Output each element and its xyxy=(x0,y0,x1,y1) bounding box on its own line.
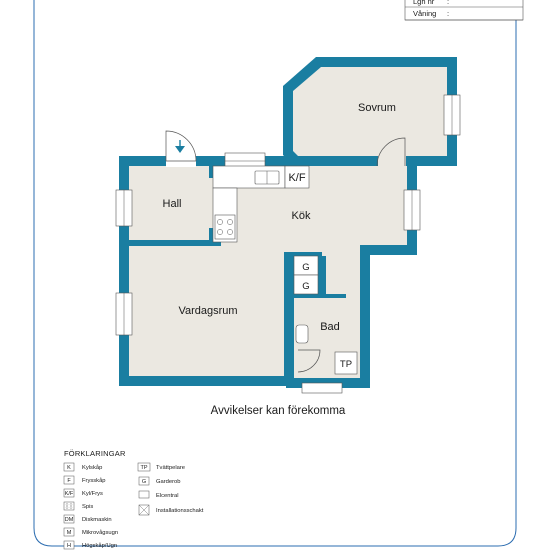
legend-text-diskmaskin: Diskmaskin xyxy=(82,517,112,523)
info-table xyxy=(405,0,523,20)
legend-text-kylfrys: Kyl/Frys xyxy=(82,491,103,497)
legend-text-elcentral: Elcentral xyxy=(156,493,179,499)
legend-code-dm: DM xyxy=(64,517,74,523)
room-label-hall: Hall xyxy=(162,198,182,210)
bath-corridor-floor xyxy=(322,244,360,260)
legend-text-installationsschakt: Installationsschakt xyxy=(156,508,204,514)
legend-text-tvattpelare: Tvättpelare xyxy=(156,465,185,471)
legend-code-k: K xyxy=(67,465,71,471)
legend-text-garderob: Garderob xyxy=(156,479,181,485)
room-label-bad: Bad xyxy=(320,321,340,333)
room-label-vardagsrum: Vardagsrum xyxy=(178,305,238,317)
room-label-sovrum: Sovrum xyxy=(358,102,396,114)
legend-text-hogskap: Högskåp/Ugn xyxy=(82,543,118,549)
fridge-freezer-label: K/F xyxy=(288,172,306,184)
legend-electric-panel-icon xyxy=(139,491,149,498)
floor-plan xyxy=(116,57,460,393)
info-label-lgh: Lgh nr xyxy=(413,0,435,6)
info-sep-vaning: : xyxy=(447,9,450,18)
bathroom-divider-wall xyxy=(294,294,346,298)
wardrobe-2-label: G xyxy=(302,281,310,292)
wardrobe-1-label: G xyxy=(302,262,310,273)
legend-code-g: G xyxy=(141,479,147,485)
legend-text-mikrovagsugn: Mikrovågsugn xyxy=(82,530,119,536)
disclaimer-text: Avvikelser kan förekomma xyxy=(210,405,346,417)
info-sep-lgh: : xyxy=(447,0,450,6)
legend-installation-shaft-icon xyxy=(139,505,149,515)
bedroom-door-gap xyxy=(378,151,406,171)
stove-icon xyxy=(215,215,235,239)
wardrobes xyxy=(294,256,318,294)
info-label-vaning: Våning xyxy=(413,9,437,18)
legend-code-tp: TP xyxy=(140,465,148,471)
legend-title: FÖRKLARINGAR xyxy=(64,449,126,458)
entry-arrow-icon xyxy=(175,146,185,153)
legend-stove-icon xyxy=(64,502,74,510)
legend-code-m: M xyxy=(66,530,72,536)
legend-code-kf: K/F xyxy=(64,491,74,497)
legend-text-kylskap: Kylskåp xyxy=(82,465,103,471)
legend xyxy=(64,449,204,549)
toilet-icon xyxy=(296,325,308,343)
legend-code-f: F xyxy=(67,478,71,484)
washing-tower-label: TP xyxy=(339,359,353,370)
wardrobe-wall xyxy=(318,256,326,296)
legend-text-spis: Spis xyxy=(82,504,94,510)
legend-text-frysskap: Frysskåp xyxy=(82,478,106,484)
room-label-kok: Kök xyxy=(291,210,311,222)
legend-code-h: H xyxy=(67,543,71,549)
